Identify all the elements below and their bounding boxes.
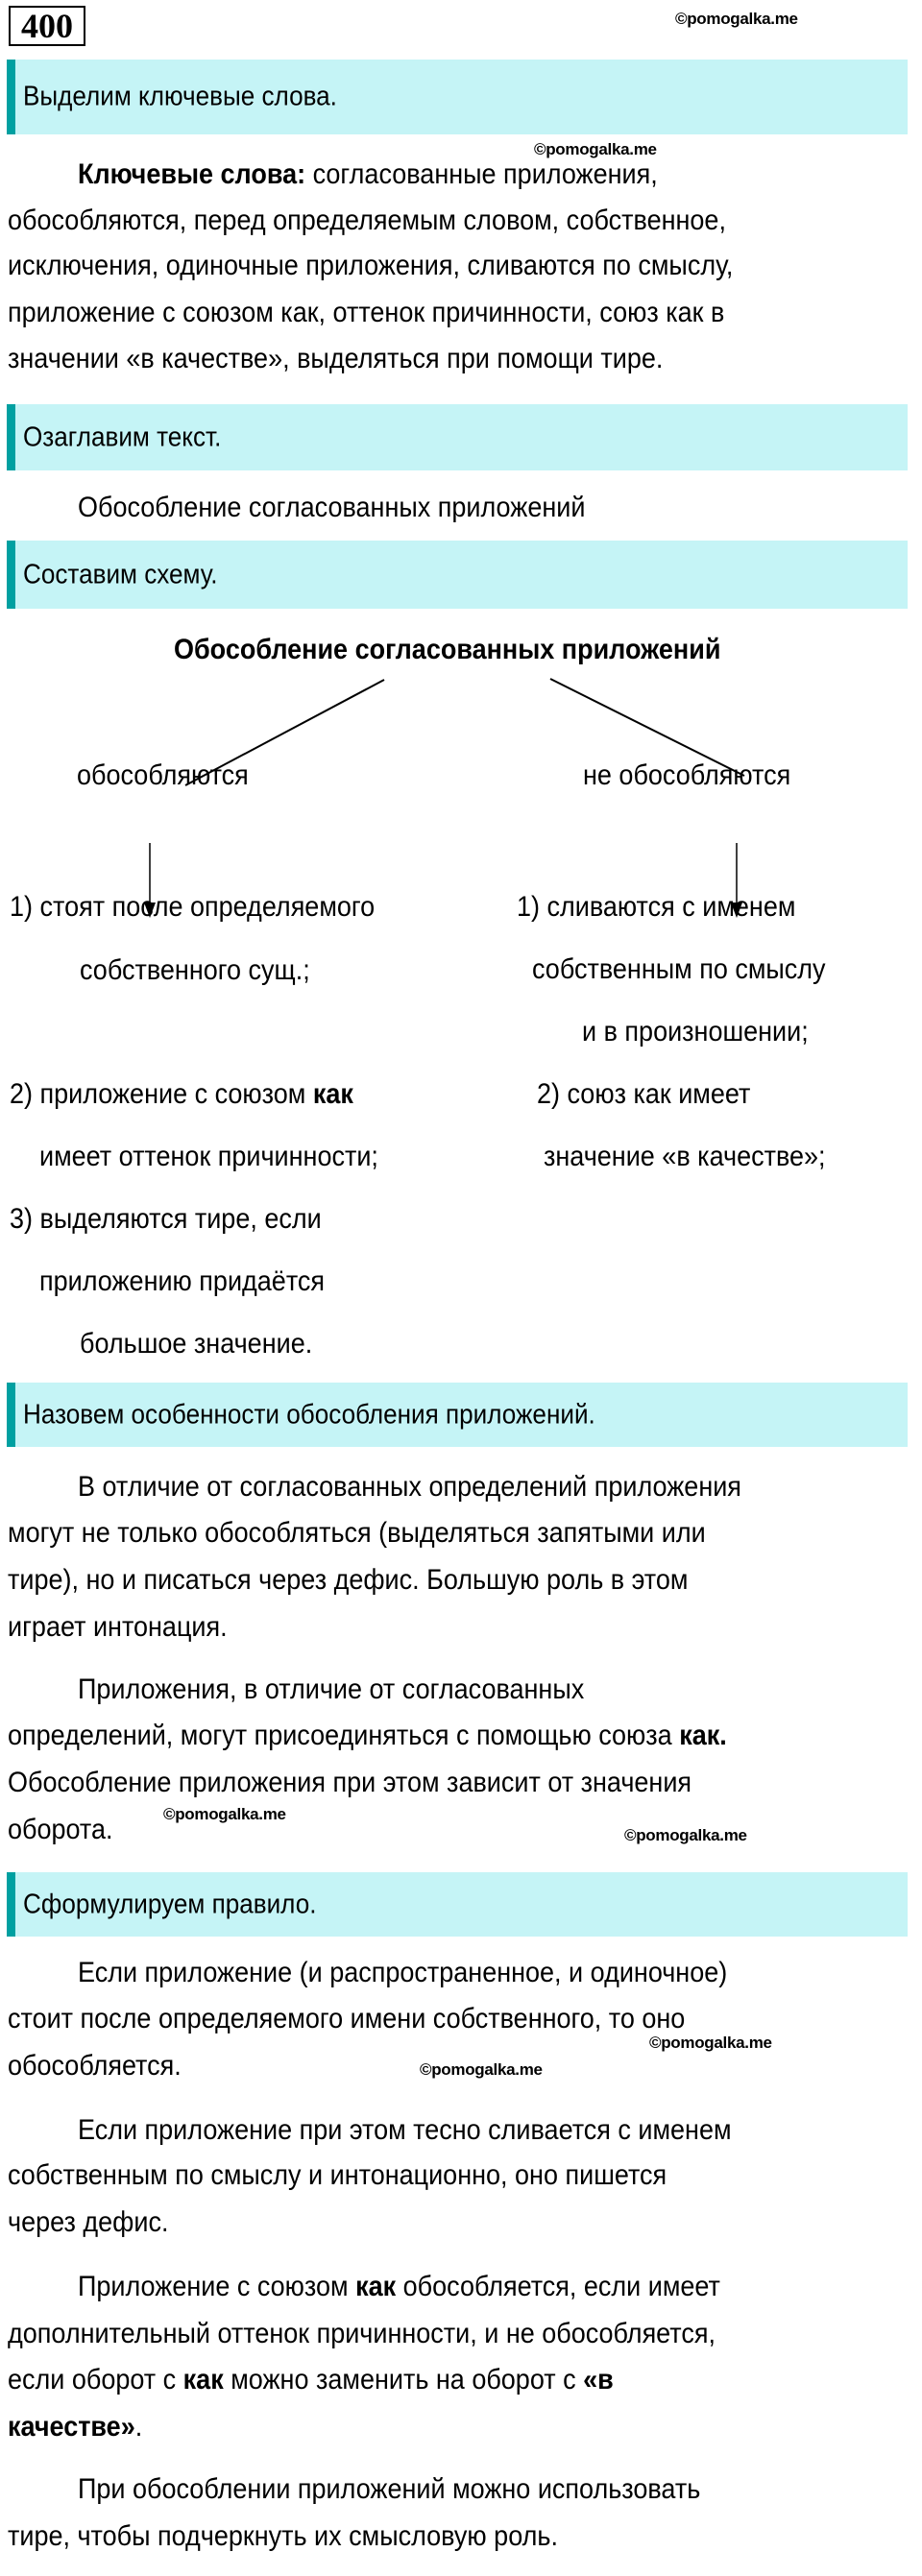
- conjunction-kak: как: [182, 2364, 224, 2395]
- keywords-line: значении «в качестве», выделяться при помощи тире.: [8, 343, 664, 374]
- watermark: ©pomogalka.me: [624, 1826, 747, 1844]
- conjunction-kak: как: [355, 2271, 397, 2302]
- keywords-line: [78, 157, 658, 192]
- paragraph-line: В отличие от согласованных определений приложения: [78, 1471, 741, 1503]
- watermark: ©pomogalka.me: [163, 1805, 286, 1823]
- keywords-text: согласованные приложения,: [305, 158, 658, 190]
- watermark: ©pomogalka.me: [534, 140, 657, 158]
- paragraph-line: определений, могут присоединяться с помощью союза как.: [8, 1720, 727, 1751]
- conjunction-kak: как: [312, 1078, 353, 1110]
- section-heading-keywords: [7, 60, 908, 134]
- rule-line: Если приложение при этом тесно сливается с именем: [78, 2114, 732, 2146]
- scheme-left-item: 1) стоят после определяемого: [10, 891, 376, 923]
- heading-accent-bar: [7, 60, 15, 134]
- rule-line: Приложение с союзом как обособляется, если имеет: [78, 2271, 720, 2302]
- scheme-left-item: приложению придаётся: [39, 1265, 325, 1297]
- scheme-left-item: имеет оттенок причинности;: [39, 1141, 378, 1172]
- section-heading-scheme: [7, 541, 908, 609]
- heading-text: Сформулируем правило.: [23, 1889, 317, 1919]
- rule-line: стоит после определяемого имени собственного, то оно: [8, 2003, 686, 2034]
- scheme-right-item: и в произношении;: [582, 1016, 809, 1047]
- heading-accent-bar: [7, 1383, 15, 1447]
- scheme-title: Обособление согласованных приложений: [174, 634, 721, 665]
- phrase-v-kachestve: качестве»: [8, 2411, 135, 2443]
- rule-line: дополнительный оттенок причинности, и не обособляется,: [8, 2318, 716, 2349]
- text-title: Обособление согласованных приложений: [78, 492, 586, 523]
- paragraph-line: играет интонация.: [8, 1611, 228, 1643]
- heading-text: Выделим ключевые слова.: [23, 81, 337, 112]
- rule-line: собственным по смыслу и интонационно, оно пишется: [8, 2159, 667, 2191]
- section-heading-features: [7, 1383, 908, 1447]
- section-heading-title: [7, 404, 908, 470]
- phrase-v-kachestve: «в: [583, 2364, 614, 2395]
- rule-line: обособляется.: [8, 2050, 182, 2082]
- watermark: ©pomogalka.me: [675, 10, 798, 28]
- scheme-right-item: 2) союз как имеет: [537, 1078, 751, 1110]
- scheme-left-item: большое значение.: [80, 1328, 313, 1360]
- scheme-right-item: собственным по смыслу: [532, 953, 826, 985]
- conjunction-kak: как.: [679, 1720, 727, 1751]
- keywords-line: обособляются, перед определяемым словом, собственное,: [8, 205, 726, 236]
- scheme-left-item: 3) выделяются тире, если: [10, 1203, 322, 1235]
- watermark: ©pomogalka.me: [420, 2060, 543, 2079]
- branch-label-left: обособляются: [77, 759, 249, 791]
- watermark: ©pomogalka.me: [649, 2034, 772, 2052]
- heading-accent-bar: [7, 404, 15, 470]
- rule-line: через дефис.: [8, 2206, 169, 2238]
- exercise-number: 400: [9, 6, 85, 46]
- rule-line: тире, чтобы подчеркнуть их смысловую роль.: [8, 2520, 558, 2552]
- heading-text: Назовем особенности обособления приложений.: [23, 1399, 595, 1430]
- paragraph-line: тире), но и писаться через дефис. Большую роль в этом: [8, 1564, 689, 1596]
- rule-line: если оборот с как можно заменить на оборот с «в: [8, 2364, 614, 2395]
- heading-accent-bar: [7, 1872, 15, 1937]
- scheme-right-item: значение «в качестве»;: [544, 1141, 826, 1172]
- paragraph-line: оборота.: [8, 1814, 113, 1845]
- paragraph-line: Обособление приложения при этом зависит от значения: [8, 1767, 692, 1798]
- scheme-right-item: 1) сливаются с именем: [517, 891, 796, 923]
- keywords-line: исключения, одиночные приложения, сливаются по смыслу,: [8, 250, 734, 281]
- scheme-left-item: 2) приложение с союзом как: [10, 1078, 353, 1110]
- keywords-line: приложение с союзом как, оттенок причинности, союз как в: [8, 297, 725, 328]
- branch-label-right: не обособляются: [583, 759, 791, 791]
- heading-text: Составим схему.: [23, 559, 218, 590]
- rule-line: качестве».: [8, 2411, 143, 2443]
- paragraph-line: могут не только обособляться (выделяться запятыми или: [8, 1517, 706, 1549]
- keywords-label: Ключевые слова:: [78, 158, 306, 190]
- rule-line: Если приложение (и распространенное, и одиночное): [78, 1957, 728, 1988]
- scheme-left-item: собственного сущ.;: [80, 954, 310, 986]
- rule-line: При обособлении приложений можно использовать: [78, 2473, 701, 2505]
- section-heading-rule: [7, 1872, 908, 1937]
- heading-accent-bar: [7, 541, 15, 609]
- heading-text: Озаглавим текст.: [23, 421, 222, 452]
- paragraph-line: Приложения, в отличие от согласованных: [78, 1673, 585, 1705]
